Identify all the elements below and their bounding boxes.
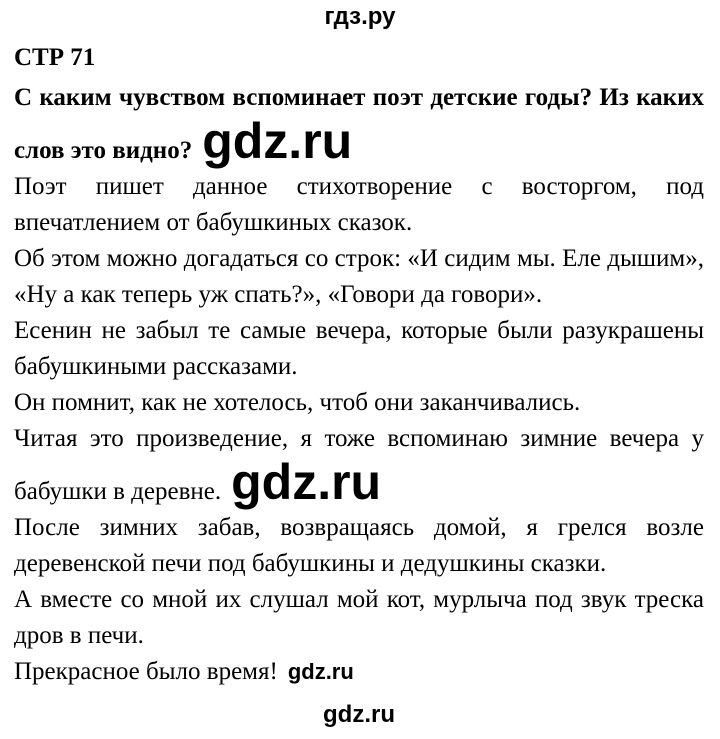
paragraph-text: После зимних забав, возвращаясь домой, я грелся возле деревенской печи под бабушкины и дедушкины сказки. [14, 514, 704, 577]
paragraph [14, 421, 704, 510]
paragraph [14, 313, 704, 385]
paragraph [14, 385, 704, 421]
paragraph-text: Поэт пишет данное стихотворение с восторгом, под впечатлением от бабушкиных сказок. [14, 173, 704, 236]
paragraph-text: Об этом можно догадаться со строк: «И сидим мы. Еле дышим», «Ну а как теперь уж спать?», «Говори да говори». [14, 245, 704, 308]
watermark: gdz.ru [202, 113, 353, 169]
paragraph-text: Прекрасное было время! [14, 658, 278, 685]
question [14, 80, 704, 169]
paragraph [14, 654, 704, 690]
watermark: gdz.ru [231, 454, 382, 510]
page-title: СТР 71 [14, 44, 96, 71]
paragraph-text: А вместе со мной их слушал мой кот, мурлыча под звук треска дров в печи. [14, 586, 704, 649]
answer-body [14, 169, 704, 690]
paragraph-text: Он помнит, как не хотелось, чтоб они заканчивались. [14, 389, 581, 416]
footer-watermark: gdz.ru [323, 701, 395, 728]
question-text: С каким чувством вспоминает поэт детские годы? Из каких слов это видно? [14, 84, 704, 164]
paragraph [14, 510, 704, 582]
watermark: gdz.ru [287, 659, 354, 684]
paragraph [14, 169, 704, 241]
site-header: гдз.ру [324, 3, 396, 30]
paragraph [14, 241, 704, 313]
paragraph-text: Есенин не забыл те самые вечера, которые были разукрашены бабушкиными рассказами. [14, 317, 704, 380]
paragraph [14, 582, 704, 654]
paragraph-text: Читая это произведение, я тоже вспоминаю зимние вечера у бабушки в деревне. [14, 425, 704, 505]
